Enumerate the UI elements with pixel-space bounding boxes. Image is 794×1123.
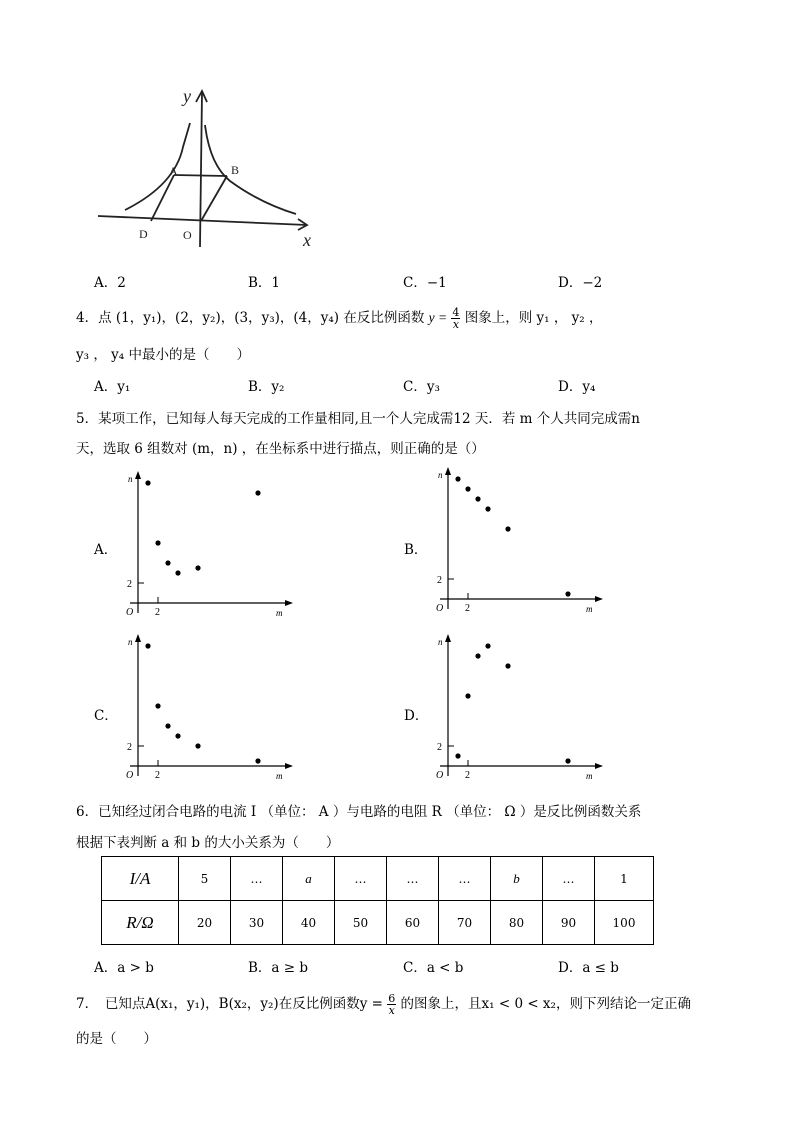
- q4-prefix: 4．点: [76, 310, 112, 326]
- y-tick-label: 2: [127, 742, 132, 753]
- scatter-point: [155, 703, 160, 708]
- scatter-point: [145, 480, 150, 485]
- q6-cell: b: [491, 857, 543, 901]
- scatter-point: [165, 723, 170, 728]
- y-axis-arrow: [135, 471, 141, 479]
- q6-table: [101, 856, 654, 945]
- y-tick-label: 2: [437, 575, 442, 586]
- y-tick-label: 2: [127, 579, 132, 590]
- q7-stem-line2: 的是（ ）: [76, 1031, 157, 1047]
- q5-option-label-a[interactable]: A．: [94, 542, 118, 558]
- scatter-point: [465, 693, 470, 698]
- q3-option-a[interactable]: A．2: [94, 275, 126, 291]
- q3-hyperbola-graph: [95, 85, 325, 255]
- q3-label-b: B: [231, 163, 240, 177]
- q4-stem-line2: y₃ ， y₄ 中最小的是（ ）: [76, 347, 250, 363]
- q5-chart-c[interactable]: [118, 631, 298, 786]
- q7-stem-line1: [76, 992, 691, 1016]
- y-axis-arrow: [135, 634, 141, 642]
- x-axis-arrow: [595, 763, 603, 769]
- origin-label: O: [126, 607, 134, 618]
- scatter-point: [565, 591, 570, 596]
- scatter-point: [155, 540, 160, 545]
- q6-table-row-resistance: [102, 901, 654, 945]
- q6-cell: 90: [543, 901, 595, 945]
- q3-label-x: x: [303, 230, 311, 250]
- q6-cell: 70: [439, 901, 491, 945]
- q3-option-b[interactable]: B．1: [248, 275, 281, 291]
- y-axis-label: n: [128, 637, 133, 647]
- scatter-point: [465, 486, 470, 491]
- q3-left-branch: [125, 123, 190, 210]
- q6-cell: …: [543, 857, 595, 901]
- q3-y-axis: [200, 93, 202, 247]
- origin-label: O: [436, 603, 444, 614]
- q6-cell: 80: [491, 901, 543, 945]
- q3-label-d: D: [139, 227, 148, 241]
- scatter-point: [455, 476, 460, 481]
- q7-suffix: 的图象上，且x₁ < 0 < x₂，则下列结论一定正确: [400, 996, 691, 1012]
- y-axis-arrow: [445, 467, 451, 475]
- x-tick-label: 2: [465, 603, 470, 614]
- q4-stem-line1: [76, 306, 602, 330]
- q5-chart-d[interactable]: [428, 631, 608, 786]
- y-axis-label: n: [438, 470, 443, 480]
- q6-option-b[interactable]: B．a ≥ b: [248, 960, 309, 976]
- q6-option-c[interactable]: C．a < b: [403, 960, 464, 976]
- q6-stem-line1: 6．已知经过闭合电路的电流 I （单位： A ）与电路的电阻 R （单位： Ω ）是反比例函数关系: [76, 804, 642, 820]
- q5-option-label-c[interactable]: C．: [94, 708, 118, 724]
- scatter-point: [475, 653, 480, 658]
- q6-cell: 50: [335, 901, 387, 945]
- q3-label-a: A: [169, 164, 178, 178]
- q4-option-b[interactable]: B．y₂: [248, 379, 285, 395]
- scatter-point: [475, 496, 480, 501]
- x-tick-label: 2: [465, 770, 470, 781]
- q5-stem-line2: 天，选取 6 组数对 (m，n) ，在坐标系中进行描点，则正确的是（）: [76, 441, 485, 457]
- q7-prefix: 7． 已知点A(x₁，y₁)，B(x₂，y₂)在反比例函数y =: [76, 996, 383, 1012]
- q3-segment-ad: [151, 175, 174, 221]
- x-axis-label: m: [586, 604, 593, 614]
- q6-cell: 40: [283, 901, 335, 945]
- q6-cell: 5: [179, 857, 231, 901]
- q6-cell: …: [439, 857, 491, 901]
- q6-cell: a: [283, 857, 335, 901]
- scatter-point: [455, 753, 460, 758]
- q3-label-o: O: [183, 228, 192, 242]
- x-axis-arrow: [595, 596, 603, 602]
- q6-option-d[interactable]: D．a ≤ b: [558, 960, 619, 976]
- scatter-point: [175, 570, 180, 575]
- q4-option-d[interactable]: D．y₄: [558, 379, 596, 395]
- scatter-point: [485, 506, 490, 511]
- q6-cell: …: [231, 857, 283, 901]
- x-axis-label: m: [586, 771, 593, 781]
- q4-suffix: 图象上，则 y₁ ， y₂ ，: [464, 310, 603, 326]
- y-axis-arrow: [445, 634, 451, 642]
- q5-chart-a[interactable]: [118, 468, 293, 618]
- y-axis-label: n: [438, 637, 443, 647]
- q5-stem-line1: 5．某项工作，已知每人每天完成的工作量相同,且一个人完成需12 天．若 m 个人共同完成需n: [76, 411, 640, 427]
- q6-cell: 30: [231, 901, 283, 945]
- q6-cell: 100: [595, 901, 654, 945]
- q6-cell: …: [335, 857, 387, 901]
- q3-option-d[interactable]: D．−2: [558, 275, 603, 291]
- y-tick-label: 2: [437, 742, 442, 753]
- q6-cell: 1: [595, 857, 654, 901]
- x-tick-label: 2: [155, 607, 160, 618]
- scatter-point: [255, 758, 260, 763]
- q4-func-fraction: $\frac{4}{x}$: [452, 306, 460, 331]
- x-axis-arrow: [285, 600, 293, 606]
- origin-label: O: [436, 770, 444, 781]
- q6-stem-line2: 根据下表判断 a 和 b 的大小关系为（ ）: [76, 835, 340, 851]
- q5-option-label-d[interactable]: D．: [404, 708, 429, 724]
- q6-row2-head: R/Ω: [102, 901, 179, 945]
- x-axis-label: m: [276, 608, 283, 618]
- q4-option-c[interactable]: C．y₃: [403, 379, 440, 395]
- q6-option-a[interactable]: A．a > b: [94, 960, 154, 976]
- scatter-point: [505, 526, 510, 531]
- q6-cell: 60: [387, 901, 439, 945]
- q4-option-a[interactable]: A．y₁: [94, 379, 131, 395]
- q3-segment-bo: [201, 176, 227, 221]
- q6-cell: 20: [179, 901, 231, 945]
- scatter-point: [195, 565, 200, 570]
- q4-func-lhs: y =: [428, 310, 448, 325]
- q4-mid: 在反比例函数: [343, 310, 425, 326]
- q5-chart-b[interactable]: [428, 464, 608, 619]
- scatter-point: [485, 643, 490, 648]
- scatter-point: [195, 743, 200, 748]
- q4-points: (1，y₁)，(2，y₂)，(3，y₃)，(4，y₄): [115, 310, 340, 326]
- scatter-point: [145, 643, 150, 648]
- origin-label: O: [126, 770, 134, 781]
- scatter-point: [565, 758, 570, 763]
- q3-label-y: y: [183, 86, 191, 106]
- q3-right-branch: [205, 125, 296, 214]
- q3-option-c[interactable]: C．−1: [403, 275, 447, 291]
- scatter-point: [505, 663, 510, 668]
- q6-row1-head: I/A: [102, 857, 179, 901]
- x-tick-label: 2: [155, 770, 160, 781]
- q7-func-fraction: $\frac{6}{x}$: [388, 992, 396, 1017]
- q3-segment-ab: [174, 175, 227, 176]
- scatter-point: [165, 560, 170, 565]
- q6-cell: …: [387, 857, 439, 901]
- q5-option-label-b[interactable]: B．: [404, 542, 428, 558]
- y-axis-label: n: [128, 474, 133, 484]
- x-axis-label: m: [276, 771, 283, 781]
- scatter-point: [175, 733, 180, 738]
- q6-table-row-current: [102, 857, 654, 901]
- x-axis-arrow: [285, 763, 293, 769]
- scatter-point: [255, 490, 260, 495]
